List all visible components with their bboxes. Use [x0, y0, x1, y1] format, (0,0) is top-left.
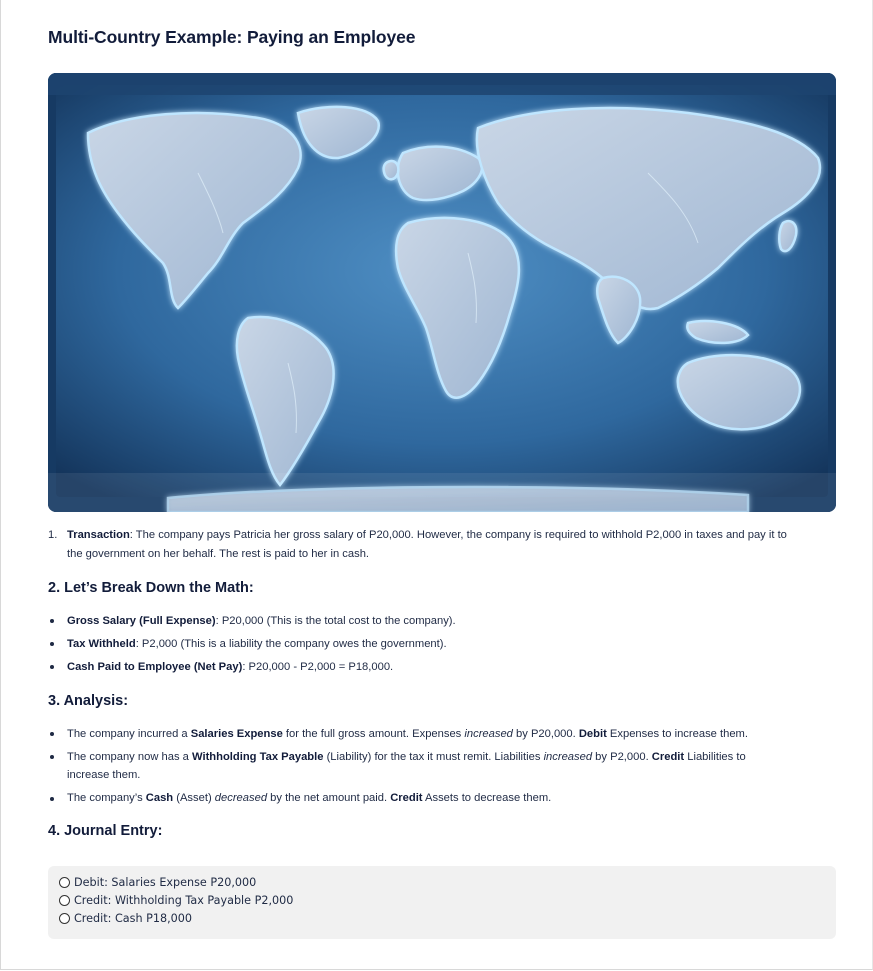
bold-term: Credit [390, 792, 423, 804]
bold-term: Credit [651, 750, 685, 763]
section-heading-analysis: 3. Analysis: [48, 693, 129, 709]
list-item [48, 789, 836, 808]
radio-circle-icon[interactable] [59, 877, 70, 888]
journal-entry-text: Credit: Cash P18,000 [74, 912, 193, 925]
bold-term: Debit [578, 727, 607, 740]
text: by P20,000. [512, 727, 579, 740]
bullet-text: : P2,000 (This is a liability the company owes the government). [135, 637, 447, 650]
bullet-label: Gross Salary (Full Expense) [67, 614, 216, 627]
bold-term: Salaries Expense [190, 727, 283, 740]
bullet-text: : P20,000 (This is the total cost to the company). [215, 614, 456, 627]
journal-entry-text: Credit: Withholding Tax Payable P2,000 [74, 894, 294, 907]
bullet-label: Cash Paid to Employee (Net Pay) [67, 660, 243, 673]
text: Expenses to increase them. [606, 727, 748, 740]
journal-entry-debit[interactable] [59, 876, 256, 889]
list-item [48, 612, 836, 631]
section-heading-math: 2. Let’s Break Down the Math: [48, 580, 254, 596]
transaction-label: Transaction [67, 529, 130, 541]
text: The company now has a [67, 750, 192, 763]
journal-entry-credit-tax[interactable] [59, 894, 293, 907]
page-title: Multi-Country Example: Paying an Employee [48, 27, 416, 47]
list-item [48, 635, 836, 654]
text: by P2,000. [592, 750, 652, 763]
text: (Liability) for the tax it must remit. Liabilities [323, 750, 544, 763]
bold-term: Cash [145, 792, 174, 804]
italic-term: decreased [214, 792, 268, 804]
text: by the net amount paid. [267, 792, 391, 804]
text: Assets to decrease them. [422, 792, 552, 804]
radio-circle-icon[interactable] [59, 895, 70, 906]
list-number: 1. [48, 529, 58, 541]
transaction-text-2: the government on her behalf. The rest is paid to her in cash. [67, 547, 370, 560]
article-body [48, 526, 836, 840]
analysis-list [48, 725, 836, 808]
text: for the full gross amount. Expenses [282, 727, 465, 740]
italic-term: increased [543, 750, 593, 763]
bullet-label: Tax Withheld [67, 637, 136, 650]
radio-circle-icon[interactable] [59, 913, 70, 924]
transaction-text-1: : The company pays Patricia her gross salary of P20,000. However, the company is required to withhold P2,000 in taxes and pay it to [129, 529, 787, 541]
journal-entry-box [48, 866, 836, 939]
journal-entry-credit-cash[interactable] [59, 912, 192, 925]
bullet-text: : P20,000 - P2,000 = P18,000. [242, 660, 394, 673]
list-item [48, 748, 836, 785]
italic-term: increased [464, 727, 513, 740]
math-list [48, 612, 836, 677]
text: increase them. [67, 769, 141, 781]
journal-entry-text: Debit: Salaries Expense P20,000 [74, 876, 257, 889]
text: Liabilities to [684, 750, 746, 763]
text: The company incurred a [67, 727, 191, 740]
section-heading-journal: 4. Journal Entry: [48, 822, 163, 839]
list-item [48, 658, 836, 677]
text: The company’s [67, 792, 146, 804]
transaction-item [48, 526, 836, 563]
bold-term: Withholding Tax Payable [192, 750, 324, 763]
text: (Asset) [173, 792, 215, 804]
world-map-image [48, 73, 836, 512]
list-item [48, 725, 836, 744]
